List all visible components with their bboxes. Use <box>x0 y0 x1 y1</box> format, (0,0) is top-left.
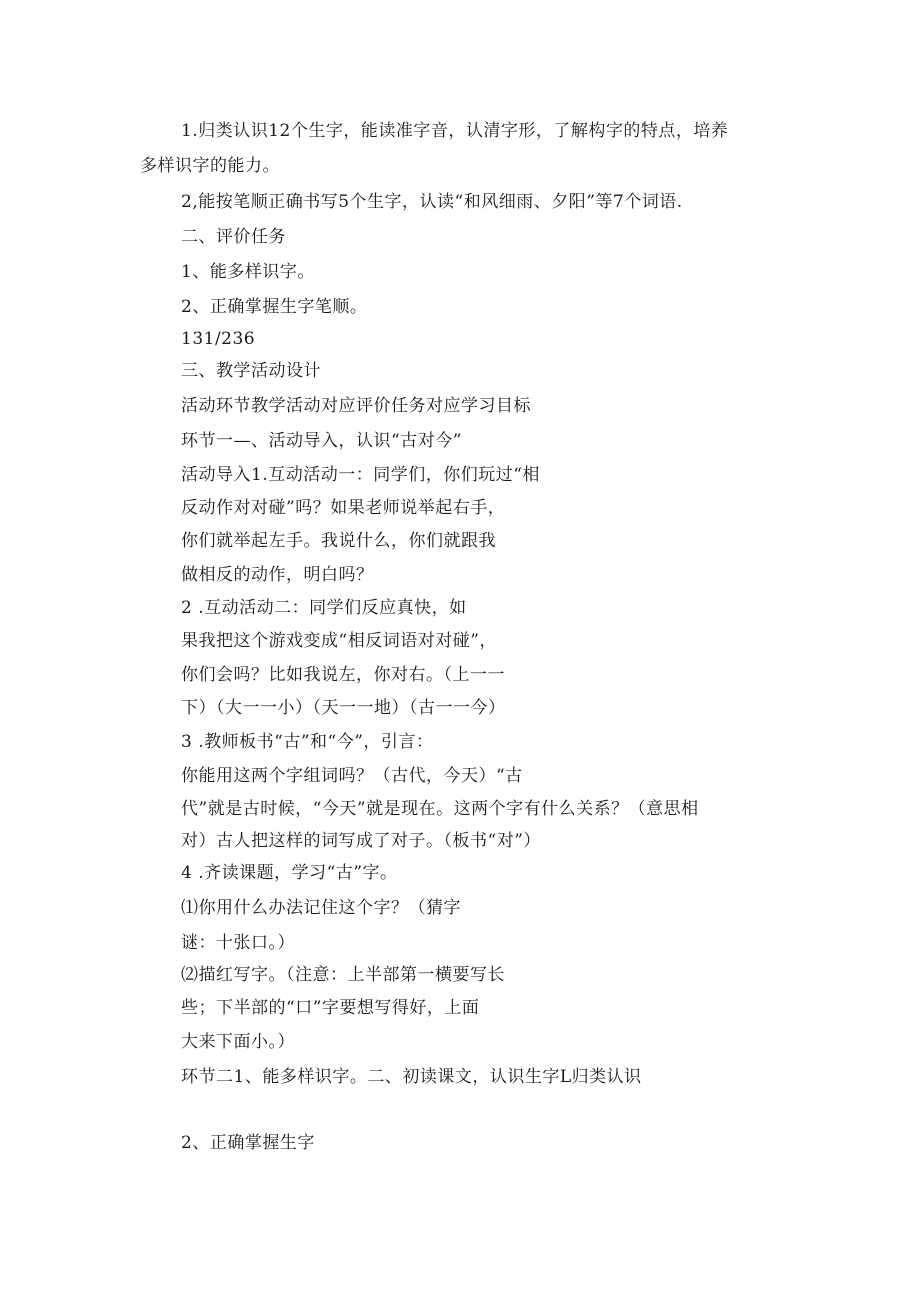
text-line: 1、能多样识字。 <box>181 262 315 282</box>
text-line: 做相反的动作，明白吗？ <box>181 565 374 585</box>
text-line: 2 .互动活动二：同学们反应真快，如 <box>181 598 467 618</box>
text-line: 你们会吗？比如我说左，你对右。（上一一 <box>181 665 505 685</box>
text-line: 2,能按笔顺正确书写5个生字，认读“和风细雨、夕阳”等7个词语. <box>181 192 683 212</box>
table-header: 活动环节教学活动对应评价任务对应学习目标 <box>181 396 531 416</box>
text-line: 你们就举起左手。我说什么，你们就跟我 <box>181 531 496 551</box>
text-line: 活动导入1.互动活动一：同学们，你们玩过“相 <box>181 465 540 485</box>
text-line: 环节一—、活动导入，认识“古对今” <box>181 431 462 451</box>
section-heading: 三、教学活动设计 <box>181 361 321 381</box>
text-line: 多样识字的能力。 <box>140 156 280 176</box>
text-line: 4 .齐读课题，学习“古”字。 <box>181 863 398 883</box>
text-line: 2、正确掌握生字笔顺。 <box>181 297 368 317</box>
text-line: 环节二1、能多样识字。二、初读课文，认识生字L归类认识 <box>181 1067 642 1087</box>
section-heading: 二、评价任务 <box>181 227 286 247</box>
text-line: 对）古人把这样的词写成了对子。（板书“对”） <box>181 831 541 851</box>
text-line: 你能用这两个字组词吗？（古代，今天）“古 <box>181 766 523 786</box>
text-line: 大来下面小。） <box>181 1032 295 1052</box>
text-line: 谜：十张口。） <box>181 933 295 953</box>
text-line: 1.归类认识12个生字，能读准字音，认清字形，了解构字的特点，培养 <box>181 121 729 141</box>
text-line: 下）（大一一小）（天一一地）（古一一今） <box>181 698 506 718</box>
page-number: 131/236 <box>181 329 256 349</box>
text-line: ⑵描红写字。（注意：上半部第一横要写长 <box>181 965 505 985</box>
text-line: 些；下半部的“口”字要想写得好，上面 <box>181 998 480 1018</box>
text-line: ⑴你用什么办法记住这个字？（猜字 <box>181 898 461 918</box>
text-line: 反动作对对碰”吗？如果老师说举起右手， <box>181 498 506 518</box>
text-line: 代”就是古时候，“今天”就是现在。这两个字有什么关系？（意思相 <box>181 799 699 819</box>
text-line: 2、正确掌握生字 <box>181 1133 315 1153</box>
text-line: 3 .教师板书“古”和“今”，引言： <box>181 732 434 752</box>
text-line: 果我把这个游戏变成“相反词语对对碰”， <box>181 631 497 651</box>
